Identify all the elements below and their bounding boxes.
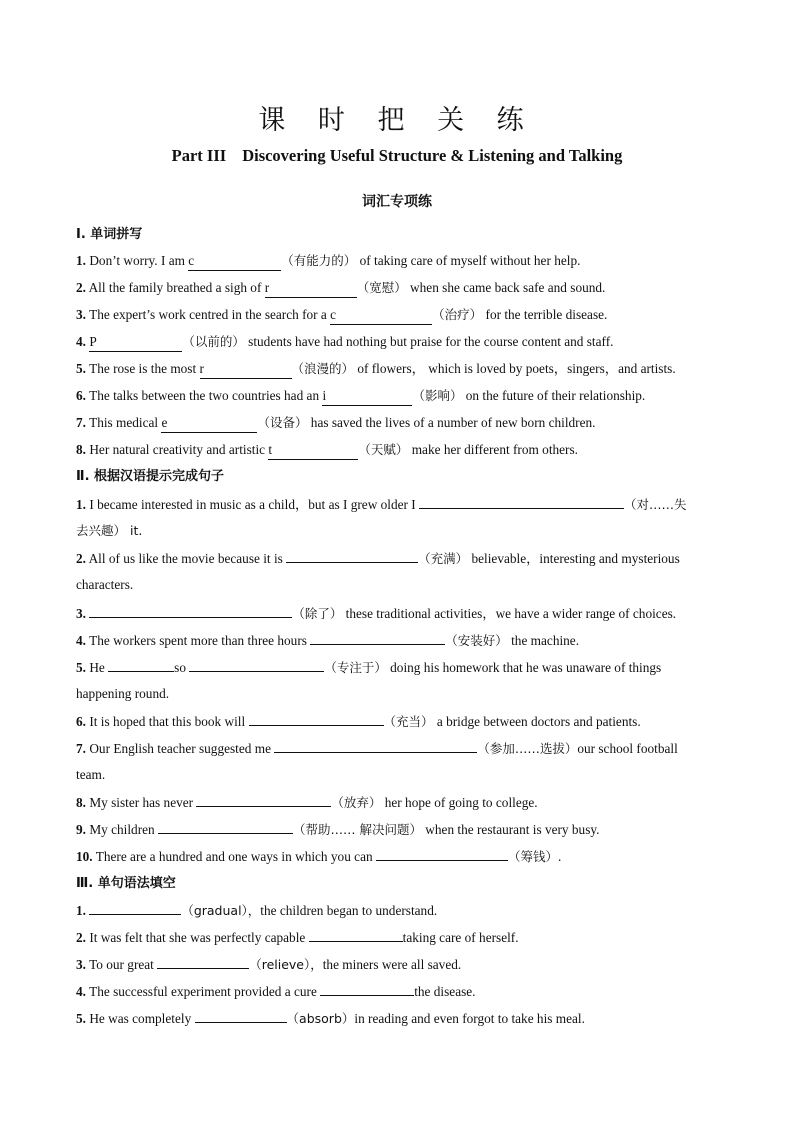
s2-question-2-continued: characters. [76, 577, 134, 592]
part-label: Part III [171, 146, 227, 165]
answer-blank[interactable] [157, 955, 249, 969]
s2-question-6: 6. It is hoped that this book will （充当） a bridge between doctors and patients. [76, 714, 641, 729]
s1-question-8: 8. Her natural creativity and artistic t （天赋） make her different from others. [76, 441, 726, 460]
s1-question-7: 7. This medical e （设备） has saved the lives of a number of new born children. [76, 414, 726, 433]
answer-blank[interactable]: P [89, 333, 182, 352]
s3-question-4: 4. The successful experiment provided a cure the disease. [76, 984, 476, 999]
s2-question-9: 9. My children （帮助…… 解决问题） when the restaurant is very busy. [76, 822, 600, 837]
answer-blank[interactable] [376, 847, 508, 861]
answer-blank[interactable] [89, 901, 181, 915]
page-title: 课 时 把 关 练 [258, 105, 536, 136]
answer-blank[interactable] [249, 712, 384, 726]
answer-blank[interactable]: i [322, 387, 412, 406]
vocab-heading: 词汇专项练 [362, 194, 432, 210]
s1-question-2: 2. All the family breathed a sigh of r （宽慰） when she came back safe and sound. [76, 279, 726, 298]
answer-blank[interactable]: r [265, 279, 357, 298]
s1-question-5: 5. The rose is the most r （浪漫的） of flowers， which is loved by poets，singers，and artists. [76, 360, 726, 379]
s2-question-5: 5. He so （专注于） doing his homework that he was unaware of things [76, 660, 662, 675]
answer-blank[interactable] [320, 982, 414, 996]
s2-question-3: 3. （除了） these traditional activities，we have a wider range of choices. [76, 606, 677, 621]
s2-question-1: 1. I became interested in music as a child，but as I grew older I （对……失 [76, 497, 687, 512]
answer-blank[interactable]: c [330, 306, 432, 325]
answer-blank[interactable]: r [200, 360, 292, 379]
s3-question-1: 1. （gradual），the children began to understand. [76, 903, 438, 918]
s2-question-7-continued: team. [76, 767, 106, 782]
answer-blank[interactable] [286, 549, 418, 563]
answer-blank[interactable] [195, 1009, 287, 1023]
answer-blank[interactable]: c [188, 252, 281, 271]
answer-blank[interactable] [419, 495, 624, 509]
s3-question-5: 5. He was completely （absorb）in reading and even forgot to take his meal. [76, 1011, 585, 1026]
s2-question-4: 4. The workers spent more than three hours （安装好） the machine. [76, 633, 580, 648]
s2-question-1-continued: 去兴趣） it. [76, 523, 143, 538]
s1-question-4: 4. P （以前的） students have had nothing but praise for the course content and staff. [76, 333, 726, 352]
answer-blank[interactable] [89, 604, 292, 618]
section-2-heading: Ⅱ. 根据汉语提示完成句子 [76, 469, 225, 484]
answer-blank[interactable] [310, 631, 445, 645]
answer-blank[interactable]: t [268, 441, 358, 460]
s2-question-2: 2. All of us like the movie because it is （充满） believable，interesting and mysterious [76, 551, 680, 566]
s2-question-8: 8. My sister has never （放弃） her hope of going to college. [76, 795, 538, 810]
page-subtitle [0, 146, 794, 166]
s1-question-6: 6. The talks between the two countries had an i （影响） on the future of their relationship. [76, 387, 726, 406]
s3-question-3: 3. To our great （relieve），the miners were all saved. [76, 957, 462, 972]
s2-question-10: 10. There are a hundred and one ways in which you can （筹钱）. [76, 849, 562, 864]
answer-blank[interactable] [196, 793, 331, 807]
section-1-heading: Ⅰ. 单词拼写 [76, 227, 143, 242]
part-topic: Discovering Useful Structure & Listening and Talking [242, 146, 623, 165]
answer-blank[interactable] [309, 928, 403, 942]
answer-blank[interactable]: e [161, 414, 257, 433]
answer-blank[interactable] [274, 739, 477, 753]
answer-blank[interactable] [158, 820, 293, 834]
section-3-heading: Ⅲ. 单句语法填空 [76, 876, 176, 891]
answer-blank[interactable] [108, 658, 174, 672]
s2-question-5-continued: happening round. [76, 686, 170, 701]
s3-question-2: 2. It was felt that she was perfectly capable taking care of herself. [76, 930, 519, 945]
s2-question-7: 7. Our English teacher suggested me （参加……选拔）our school football [76, 741, 678, 756]
s1-question-1: 1. Don’t worry. I am c （有能力的） of taking care of myself without her help. [76, 252, 726, 271]
answer-blank[interactable] [189, 658, 324, 672]
s1-question-3: 3. The expert’s work centred in the search for a c （治疗） for the terrible disease. [76, 306, 726, 325]
